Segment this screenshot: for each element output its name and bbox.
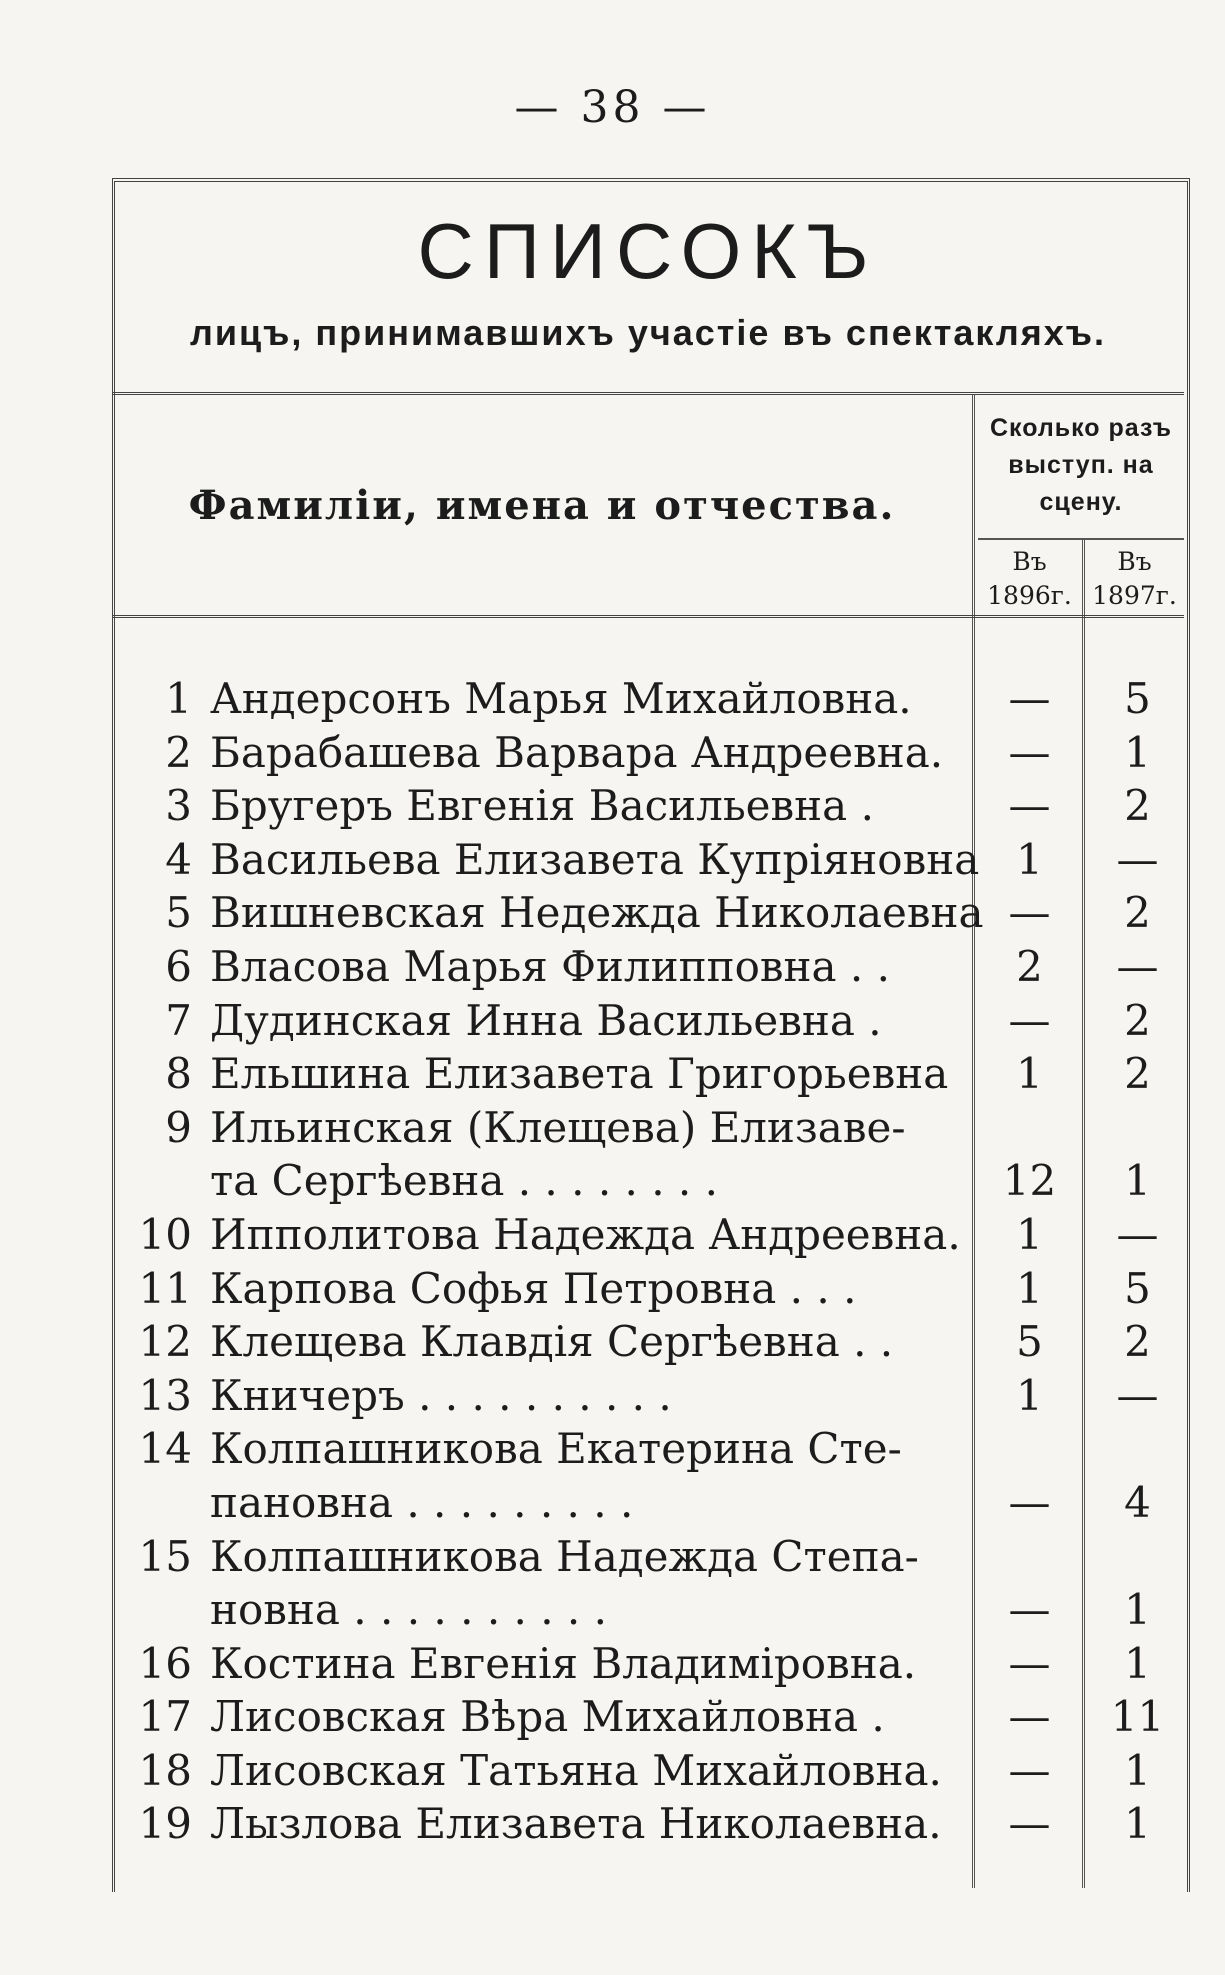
table-row [112,1315,1184,1369]
row-number: 4 [165,834,192,884]
participant-name: новна . . . . . . . . . . [210,1585,607,1635]
participant-name: Барабашева Варвара Андреевна. [210,727,944,777]
row-number: 15 [138,1531,192,1581]
count-1896: — [1008,727,1051,777]
table-row [112,779,1184,833]
document-title: СПИСОКЪ [417,207,879,295]
count-1896: — [1008,1745,1051,1795]
document-subtitle: лицъ, принимавшихъ участіе въ спектакляхъ. [190,312,1106,353]
participant-name: Лисовская Вѣра Михайловна . [210,1692,885,1742]
count-1896: 1 [1016,1263,1043,1313]
table-row [112,1422,1184,1476]
participant-name: Лызлова Елизавета Николаевна. [210,1799,942,1849]
participant-name: Васильева Елизавета Купріяновна [210,834,980,884]
table-row [112,833,1184,887]
participant-name: Ильинская (Клещева) Елизаве- [210,1102,906,1152]
row-number: 2 [165,727,192,777]
table-row [112,1797,1184,1851]
table-row [112,1476,1184,1530]
table-row [112,1530,1184,1584]
row-number: 1 [165,674,192,723]
count-1896: 1 [1016,1209,1043,1259]
count-1896: — [1008,1799,1051,1849]
row-number: 9 [165,1102,192,1152]
count-header-line-3: сцену. [1039,488,1123,516]
count-1896: — [1008,674,1051,723]
row-number: 14 [138,1424,192,1474]
year-1897-bottom: 1897г. [1092,581,1177,610]
count-1897: 2 [1124,1049,1151,1099]
row-number: 3 [165,781,192,831]
page-number: — 38 — [514,82,711,133]
count-1897: 1 [1124,1156,1151,1206]
table-row [112,1369,1184,1423]
row-number: 17 [138,1692,192,1742]
row-number: 5 [165,888,192,938]
count-1896: — [1008,1585,1051,1635]
header-rule [112,615,1184,618]
count-header-line-2: выступ. на [1008,451,1154,479]
year-1896-bottom: 1896г. [987,581,1072,610]
count-1897: 5 [1124,674,1151,723]
count-1897: — [1116,1209,1159,1259]
count-1897: — [1116,1370,1159,1420]
participant-name: Бругеръ Евгенія Васильевна . [210,781,874,831]
count-1897: 1 [1124,1585,1151,1635]
table-row [112,1262,1184,1316]
count-1896: — [1008,1477,1051,1527]
count-1896: 5 [1016,1317,1043,1367]
participant-name: Кничеръ . . . . . . . . . . [210,1370,672,1420]
count-1896: 1 [1016,1370,1043,1420]
row-number: 16 [138,1638,192,1688]
count-1897: 2 [1124,1317,1151,1367]
year-1897-top: Въ [1117,547,1152,576]
count-1897: 2 [1124,995,1151,1045]
participant-name: Карпова Софья Петровна . . . [210,1263,857,1313]
participant-name: Ельшина Елизавета Григорьевна [210,1049,949,1099]
table-row [112,672,1184,726]
table-row [112,994,1184,1048]
count-1897: 1 [1124,1799,1151,1849]
count-1896: — [1008,995,1051,1045]
row-number: 10 [138,1209,192,1259]
row-number: 6 [165,941,192,991]
participant-name: Колпашникова Надежда Степа- [210,1531,919,1581]
participant-name: Андерсонъ Марья Михайловна. [210,674,912,723]
column-header-1896 [978,545,1081,613]
participant-name: Костина Евгенія Владиміровна. [210,1638,917,1688]
participant-name: Клещева Клавдія Сергѣевна . . [210,1317,894,1367]
column-header-names: Фамиліи, имена и отчества. [188,481,896,529]
count-1897: 1 [1124,1638,1151,1688]
table-row [112,1744,1184,1798]
participant-name: Колпашникова Екатерина Сте- [210,1424,902,1474]
table-row [112,886,1184,940]
count-1897: — [1116,834,1159,884]
year-header-rule [978,538,1184,540]
table-row [112,940,1184,994]
count-1897: 2 [1124,781,1151,831]
participant-name: пановна . . . . . . . . . [210,1477,634,1527]
row-number: 12 [138,1317,192,1367]
count-1897: 2 [1124,888,1151,938]
count-1896: 1 [1016,834,1043,884]
count-1896: — [1008,781,1051,831]
table-row [112,1637,1184,1691]
row-number: 19 [138,1799,192,1849]
count-1896: — [1008,1692,1051,1742]
row-number: 7 [165,995,192,1045]
participant-name: та Сергѣевна . . . . . . . . [210,1156,718,1206]
count-1897: 5 [1124,1263,1151,1313]
count-header-line-1: Сколько разъ [989,414,1173,442]
count-1896: 12 [1002,1156,1057,1206]
title-block [112,182,1184,392]
table-row [112,1154,1184,1208]
table-row [112,1047,1184,1101]
participant-name: Лисовская Татьяна Михайловна. [210,1745,942,1795]
row-number: 11 [138,1263,192,1313]
row-number: 18 [138,1745,192,1795]
table-row [112,1583,1184,1637]
column-header-count [978,410,1184,521]
table-row [112,1690,1184,1744]
count-1896: 2 [1016,941,1043,991]
participant-name: Ипполитова Надежда Андреевна. [210,1209,961,1259]
row-number: 8 [165,1049,192,1099]
count-1897: — [1116,941,1159,991]
participant-name: Власова Марья Филипповна . . [210,941,890,991]
count-1896: — [1008,1638,1051,1688]
table-row [112,1101,1184,1155]
table-row [112,726,1184,780]
participant-name: Дудинская Инна Васильевна . [210,995,882,1045]
count-1897: 4 [1124,1477,1151,1527]
participant-list [112,672,1184,1851]
table-row [112,1208,1184,1262]
count-1897: 1 [1124,1745,1151,1795]
row-number: 13 [138,1370,192,1420]
year-1896-top: Въ [1012,547,1047,576]
participant-name: Вишневская Недежда Николаевна [210,888,984,938]
count-1896: 1 [1016,1049,1043,1099]
count-1897: 1 [1124,727,1151,777]
count-1897: 11 [1110,1692,1165,1742]
count-1896: — [1008,888,1051,938]
column-header-1897 [1083,545,1186,613]
